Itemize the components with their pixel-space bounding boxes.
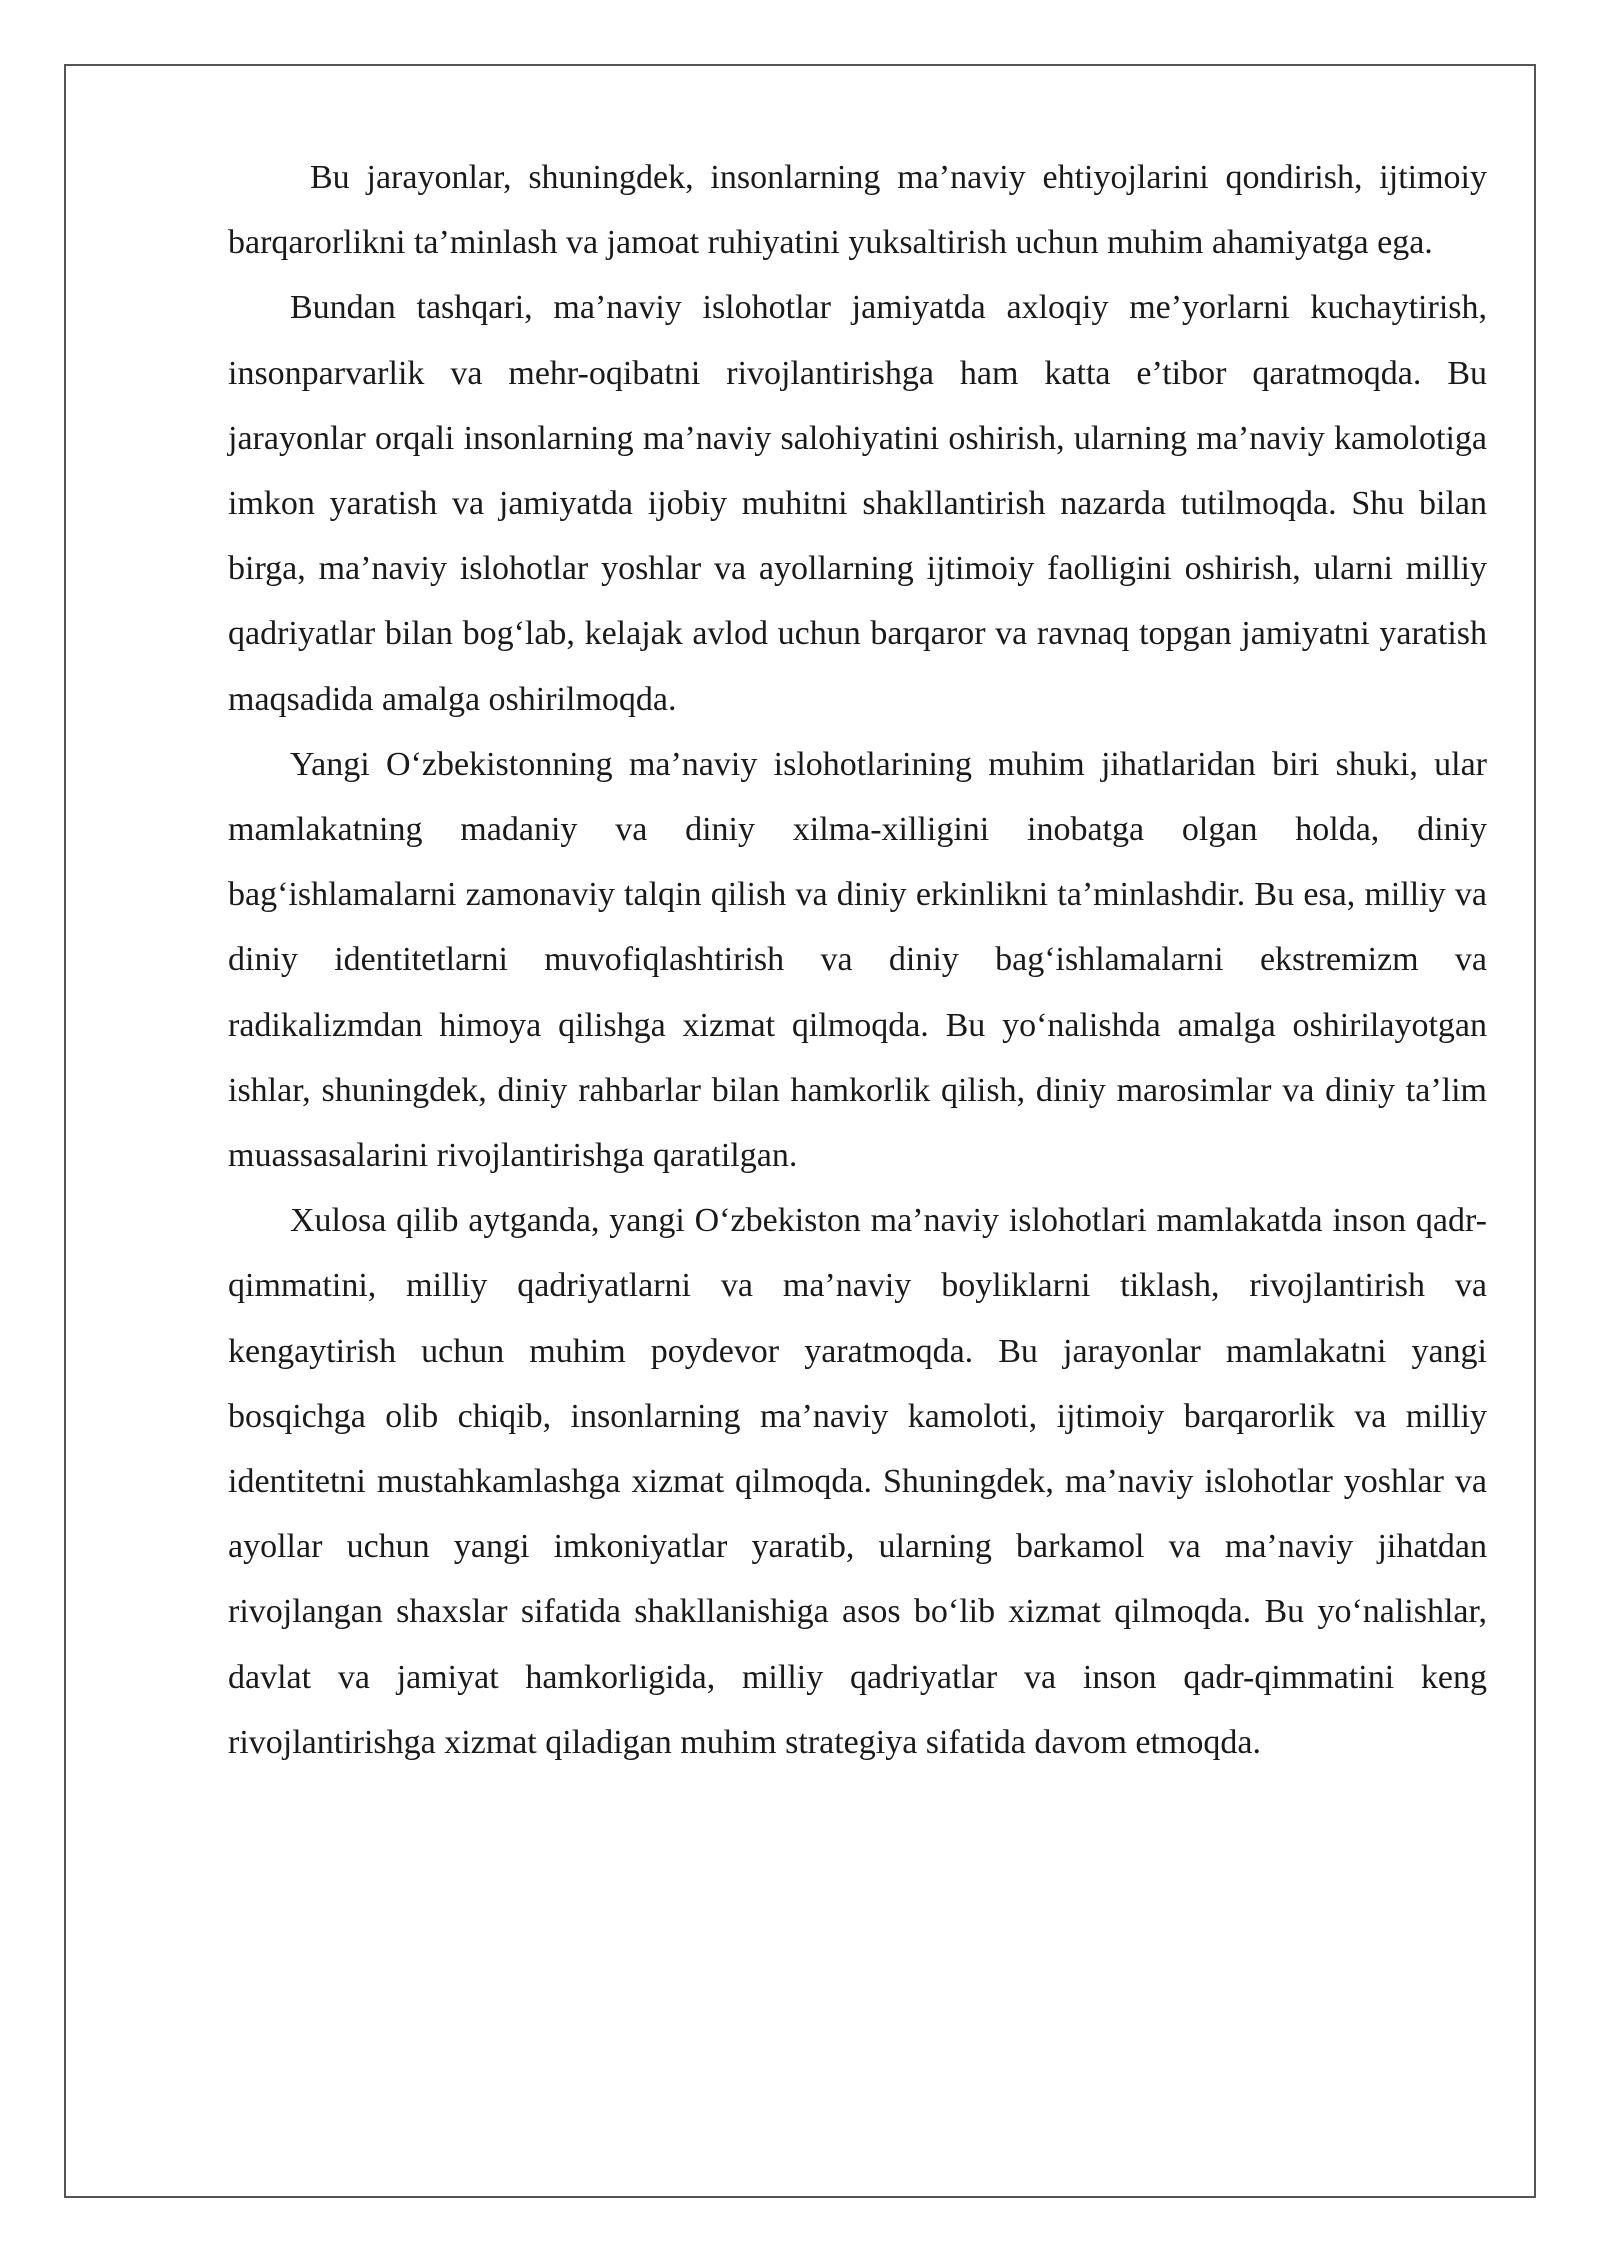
paragraph-1: Bu jarayonlar, shuningdek, insonlarning ma’naviy ehtiyojlarini qondirish, ijtimoiy barqarorlikni ta’minlash va jamoat ruhiyatini yuksaltirish uchun muhim ahamiyatga ega. (228, 159, 1487, 262)
paragraph-2: Bundan tashqari, ma’naviy islohotlar jamiyatda axloqiy me’yorlarni kuchaytirish, insonparvarlik va mehr-oqibatni rivojlantirishga ham katta e’tibor qaratmoqda. Bu jarayonlar orqali insonlarning ma’naviy salohiyatini oshirish, ularning ma’naviy kamolotiga imkon yaratish va jamiyatda ijobiy muhitni shakllantirish nazarda tutilmoqda. Shu bilan birga, ma’naviy islohotlar yoshlar va ayollarning ijtimoiy faolligini oshirish, ularni milliy qadriyatlar bilan bog‘lab, kelajak avlod uchun barqaror va ravnaq topgan jamiyatni yaratish maqsadida amalga oshirilmoqda. (228, 289, 1487, 718)
paragraph-3: Yangi O‘zbekistonning ma’naviy islohotlarining muhim jihatlaridan biri shuki, ular mamlakatning madaniy va diniy xilma-xilligini inobatga olgan holda, diniy bag‘ishlamalarni zamonaviy talqin qilish va diniy erkinlikni ta’minlashdir. Bu esa, milliy va diniy identitetlarni muvofiqlashtirish va diniy bag‘ishlamalarni ekstremizm va radikalizmdan himoya qilishga xizmat qilmoqda. Bu yo‘nalishda amalga oshirilayotgan ishlar, shuningdek, diniy rahbarlar bilan hamkorlik qilish, diniy marosimlar va diniy ta’lim muassasalarini rivojlantirishga qaratilgan. (228, 745, 1487, 1175)
paragraph-4: Xulosa qilib aytganda, yangi O‘zbekiston ma’naviy islohotlari mamlakatda inson qadr-qimmatini, milliy qadriyatlarni va ma’naviy boyliklarni tiklash, rivojlantirish va kengaytirish uchun muhim poydevor yaratmoqda. Bu jarayonlar mamlakatni yangi bosqichga olib chiqib, insonlarning ma’naviy kamoloti, ijtimoiy barqarorlik va milliy identitetni mustahkamlashga xizmat qilmoqda. Shuningdek, ma’naviy islohotlar yoshlar va ayollar uchun yangi imkoniyatlar yaratib, ularning barkamol va ma’naviy jihatdan rivojlangan shaxslar sifatida shakllanishiga asos bo‘lib xizmat qilmoqda. Bu yo‘nalishlar, davlat va jamiyat hamkorligida, milliy qadriyatlar va inson qadr-qimmatini keng rivojlantirishga xizmat qiladigan muhim strategiya sifatida davom etmoqda. (228, 1202, 1487, 1761)
document-body (228, 145, 1487, 1775)
